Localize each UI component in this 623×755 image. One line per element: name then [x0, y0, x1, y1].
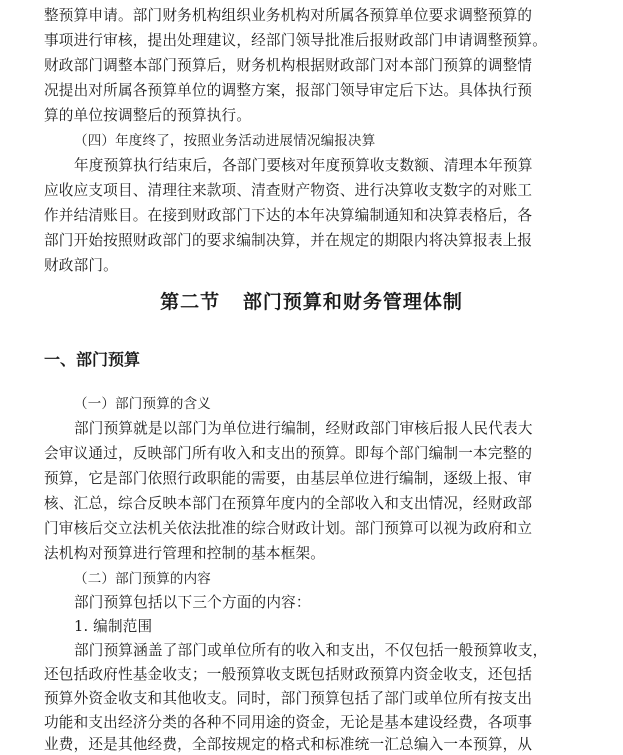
text-line: 算的单位按调整后的预算执行。 [44, 107, 252, 124]
text-line: 还包括政府性基金收支；一般预算收支既包括财政预算内资金收支，还包括 [44, 666, 533, 683]
text-line: 会审议通过，反映部门所有收入和支出的预算。即每个部门编制一本完整的 [44, 445, 533, 462]
subheading: （二）部门预算的内容 [74, 571, 211, 587]
subheading: （四）年度终了，按照业务活动进展情况编报决算 [74, 133, 376, 149]
list-item-label: 1. 编制范围 [74, 618, 153, 635]
text-line: 门审核后交立法机关依法批准的综合财政计划。部门预算可以视为政府和立 [44, 520, 533, 537]
text-line: 应收应支项目、清理往来款项、清查财产物资、进行决算收支数字的对账工 [44, 182, 533, 199]
heading: 一、部门预算 [44, 350, 141, 369]
text-line: 年度预算执行结束后，各部门要核对年度预算收支数额、清理本年预算 [74, 157, 533, 174]
text-line: 预算外资金收支和其他收支。同时，部门预算包括了部门或单位所有按支出 [44, 690, 533, 707]
text-line: 核、汇总，综合反映本部门在预算年度内的全部收入和支出情况，经财政部 [44, 495, 533, 512]
text-line: 部门预算就是以部门为单位进行编制，经财政部门审核后报人民代表大 [74, 420, 533, 437]
text-line: 财政部门。 [44, 257, 118, 274]
text-line: 部门预算涵盖了部门或单位所有的收入和支出，不仅包括一般预算收支， [74, 642, 548, 659]
text-line: 事项进行审核，提出处理建议，经部门领导批准后报财政部门申请调整预算。 [44, 32, 547, 49]
subheading: （一）部门预算的含义 [74, 396, 211, 412]
section-title: 第二节 部门预算和财务管理体制 [160, 291, 463, 313]
text-line: 财政部门调整本部门预算后，财务机构根据财政部门对本部门预算的调整情 [44, 57, 533, 74]
text-line: 法机构对预算进行管理和控制的基本框架。 [44, 545, 326, 562]
text-line: 部门开始按照财政部门的要求编制决算，并在规定的期限内将决算报表上报 [44, 232, 533, 249]
text-line: 部门预算包括以下三个方面的内容： [74, 594, 311, 611]
text-line: 业费，还是其他经费，全部按规定的格式和标准统一汇总编入一本预算，从 [44, 736, 533, 753]
text-line: 功能和支出经济分类的各种不同用途的资金，无论是基本建设经费，各项事 [44, 714, 533, 731]
text-line: 预算，它是部门依照行政职能的需要，由基层单位进行编制，逐级上报、审 [44, 470, 533, 487]
text-line: 整预算申请。部门财务机构组织业务机构对所属各预算单位要求调整预算的 [44, 7, 533, 24]
text-line: 况提出对所属各预算单位的调整方案，报部门领导审定后下达。具体执行预 [44, 82, 533, 99]
text-line: 作并结清账目。在接到财政部门下达的本年决算编制通知和决算表格后，各 [44, 207, 533, 224]
